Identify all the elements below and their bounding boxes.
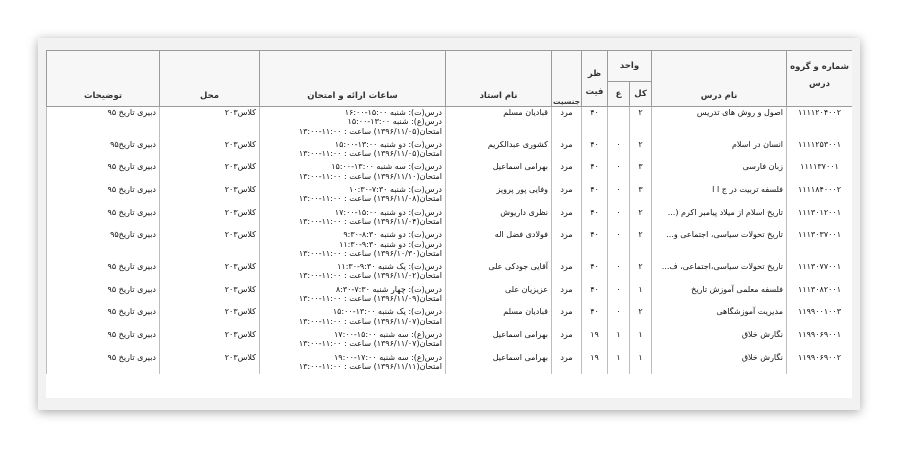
cell-practical-units: ۰ — [608, 139, 630, 162]
course-table-body — [47, 107, 853, 375]
cell-notes: دبیری تاریخ ۹۵ — [47, 161, 160, 184]
cell-course-name: فلسفه معلمی آموزش تاریخ — [652, 284, 787, 307]
cell-course-code: ۱۱۹۹۰۶۹۰۰۲ — [787, 352, 852, 375]
schedule-line: امتحان(۱۳۹۶/۱۱/۰۸) ساعت : ۱۱:۰۰-۱۳:۰۰ — [298, 194, 442, 204]
cell-schedule — [260, 284, 446, 307]
cell-practical-units: ۰ — [608, 207, 630, 230]
cell-schedule — [260, 261, 446, 284]
schedule-line: درس(ت): یک شنبه ۹:۳۰-۱۱:۳۰ — [337, 262, 442, 272]
cell-capacity: ۴۰ — [582, 207, 608, 230]
schedule-line: درس(ت): دو شنبه ۱۳:۰۰-۱۵:۰۰ — [334, 139, 442, 149]
cell-practical-units: ۰ — [608, 261, 630, 284]
cell-schedule — [260, 229, 446, 261]
cell-course-code: ۱۱۱۳۰۷۷۰۰۱ — [787, 261, 852, 284]
cell-notes: دبیری تاریخ ۹۵ — [47, 284, 160, 307]
cell-notes: دبیری تاریخ۹۵ — [47, 229, 160, 261]
table-row[interactable] — [47, 229, 853, 261]
col-code-header[interactable]: شماره و گروه درس — [787, 51, 852, 107]
schedule-line: درس(ت): یک شنبه ۱۳:۰۰-۱۵:۰۰ — [332, 307, 442, 317]
cell-schedule — [260, 329, 446, 352]
cell-total-units: ۱ — [630, 329, 652, 352]
cell-gender: مرد — [552, 207, 582, 230]
cell-total-units: ۲ — [630, 261, 652, 284]
cell-practical-units — [608, 107, 630, 139]
table-row[interactable] — [47, 161, 853, 184]
cell-practical-units: ۰ — [608, 184, 630, 207]
table-row[interactable] — [47, 306, 853, 329]
table-row[interactable] — [47, 207, 853, 230]
cell-schedule — [260, 306, 446, 329]
cell-capacity: ۱۹ — [582, 352, 608, 375]
cell-total-units: ۲ — [630, 107, 652, 139]
cell-place: کلاس۲۰۳ — [160, 306, 260, 329]
cell-place: کلاس۲۰۳ — [160, 184, 260, 207]
cell-total-units: ۱ — [630, 284, 652, 307]
cell-place: کلاس۲۰۳ — [160, 161, 260, 184]
header-row — [47, 51, 853, 82]
cell-place: کلاس۲۰۳ — [160, 107, 260, 139]
cell-notes: دبیری تاریخ ۹۵ — [47, 207, 160, 230]
schedule-line: امتحان(۱۳۹۶/۱۱/۰۷) ساعت : ۱۱:۰۰-۱۳:۰۰ — [298, 316, 442, 326]
cell-practical-units: ۱ — [608, 352, 630, 375]
schedule-line: درس(ع): سه شنبه ۱۵:۰۰-۱۷:۰۰ — [333, 329, 442, 339]
schedule-line: درس(ت): شنبه ۱۵:۰۰-۱۶:۰۰ — [344, 108, 442, 117]
col-schedule-header[interactable]: ساعات ارائه و امتحان — [260, 51, 446, 107]
cell-practical-units: ۰ — [608, 306, 630, 329]
col-teacher-header[interactable]: نام استاد — [446, 51, 552, 107]
cell-teacher-name: نظری داریوش — [446, 207, 552, 230]
cell-teacher-name: قبادیان مسلم — [446, 306, 552, 329]
cell-course-code: ۱۱۱۱۲۵۳۰۰۱ — [787, 139, 852, 162]
cell-capacity: ۴۰ — [582, 284, 608, 307]
cell-notes: دبیری تاریخ۹۵ — [47, 139, 160, 162]
schedule-line: درس(ت): دو شنبه ۸:۳۰-۹:۳۰ — [343, 230, 442, 240]
cell-course-code: ۱۱۹۹۰۶۹۰۰۱ — [787, 329, 852, 352]
cell-teacher-name: قبادیان مسلم — [446, 107, 552, 139]
cell-course-name: مدیریت آموزشگاهی — [652, 306, 787, 329]
cell-gender: مرد — [552, 229, 582, 261]
cell-place: کلاس۲۰۳ — [160, 207, 260, 230]
col-practical-units-header[interactable]: ع — [608, 81, 630, 106]
cell-place: کلاس۲۰۳ — [160, 229, 260, 261]
schedule-line: درس(ت): دو شنبه ۱۵:۰۰-۱۷:۰۰ — [334, 207, 442, 217]
schedule-line: درس(ت): چهار شنبه ۷:۳۰-۸:۳۰ — [335, 284, 442, 294]
cell-course-name: نگارش خلاق — [652, 352, 787, 375]
schedule-line: امتحان(۱۳۹۶/۱۱/۰۵) ساعت : ۱۱:۰۰-۱۳:۰۰ — [298, 149, 442, 159]
table-row[interactable] — [47, 352, 853, 375]
cell-teacher-name: آقایی جودکی علی — [446, 261, 552, 284]
cell-course-name: تاریخ اسلام از میلاد پیامبر اکرم (... — [652, 207, 787, 230]
col-units-header: واحد — [608, 51, 652, 82]
cell-capacity: ۱۹ — [582, 329, 608, 352]
cell-teacher-name: بهرامی اسماعیل — [446, 352, 552, 375]
cell-schedule — [260, 184, 446, 207]
schedule-line: امتحان(۱۳۹۶/۱۱/۰۲) ساعت : ۱۱:۰۰-۱۳:۰۰ — [298, 271, 442, 281]
cell-schedule — [260, 139, 446, 162]
col-total-units-header[interactable]: کل — [630, 81, 652, 106]
cell-course-code: ۱۱۱۱۲۰۴۰۰۲ — [787, 107, 852, 139]
cell-gender: مرد — [552, 306, 582, 329]
cell-total-units: ۳ — [630, 184, 652, 207]
col-notes-header[interactable]: توضیحات — [47, 51, 160, 107]
cell-capacity: ۴۰ — [582, 306, 608, 329]
cell-capacity: ۴۰ — [582, 107, 608, 139]
cell-gender: مرد — [552, 329, 582, 352]
schedule-line: امتحان(۱۳۹۶/۱۱/۰۹) ساعت : ۱۱:۰۰-۱۳:۰۰ — [298, 294, 442, 304]
table-row[interactable] — [47, 261, 853, 284]
cell-course-code: ۱۱۱۳۰۳۷۰۰۱ — [787, 229, 852, 261]
course-table — [46, 50, 852, 374]
col-gender-header[interactable]: جنسیت — [552, 51, 582, 107]
cell-gender: مرد — [552, 261, 582, 284]
cell-capacity: ۴۰ — [582, 261, 608, 284]
cell-place: کلاس۲۰۳ — [160, 139, 260, 162]
cell-gender: مرد — [552, 184, 582, 207]
schedule-line: درس(ع): سه شنبه ۱۷:۰۰-۱۹:۰۰ — [333, 352, 442, 362]
cell-practical-units: ۰ — [608, 161, 630, 184]
cell-place: کلاس۲۰۳ — [160, 261, 260, 284]
schedule-panel — [38, 38, 860, 410]
cell-practical-units: ۱ — [608, 329, 630, 352]
schedule-line: امتحان(۱۳۹۶/۱۱/۰۷) ساعت : ۱۱:۰۰-۱۳:۰۰ — [298, 339, 442, 349]
table-row[interactable] — [47, 284, 853, 307]
cell-schedule — [260, 161, 446, 184]
cell-gender: مرد — [552, 352, 582, 375]
cell-gender: مرد — [552, 284, 582, 307]
cell-course-name: انسان در اسلام — [652, 139, 787, 162]
cell-teacher-name: بهرامی اسماعیل — [446, 329, 552, 352]
cell-course-code: ۱۱۱۳۰۸۲۰۰۱ — [787, 284, 852, 307]
cell-capacity: ۴۰ — [582, 139, 608, 162]
cell-teacher-name: بهرامی اسماعیل — [446, 161, 552, 184]
course-table-container — [46, 50, 852, 398]
cell-gender: مرد — [552, 139, 582, 162]
cell-capacity: ۴۰ — [582, 229, 608, 261]
cell-course-name: تاریخ تحولات سیاسی، اجتماعی و... — [652, 229, 787, 261]
cell-gender: مرد — [552, 107, 582, 139]
cell-course-code: ۱۱۱۳۰۱۲۰۰۱ — [787, 207, 852, 230]
cell-course-name: نگارش خلاق — [652, 329, 787, 352]
schedule-line: امتحان(۱۳۹۶/۱۱/۱۱) ساعت : ۱۱:۰۰-۱۳:۰۰ — [298, 361, 442, 371]
cell-course-name: تاریخ تحولات سیاسی،اجتماعی، ف... — [652, 261, 787, 284]
cell-capacity: ۴۰ — [582, 184, 608, 207]
cell-notes: دبیری تاریخ ۹۵ — [47, 329, 160, 352]
table-row[interactable] — [47, 107, 853, 139]
cell-course-name: فلسفه تربیت در ج ا ا — [652, 184, 787, 207]
schedule-line: درس(ع): شنبه ۱۳:۰۰-۱۵:۰۰ — [347, 117, 442, 127]
cell-total-units: ۲ — [630, 306, 652, 329]
cell-notes: دبیری تاریخ ۹۵ — [47, 306, 160, 329]
cell-capacity: ۴۰ — [582, 161, 608, 184]
schedule-line: درس(ت): سه شنبه ۱۳:۰۰-۱۵:۰۰ — [331, 162, 442, 172]
table-row[interactable] — [47, 139, 853, 162]
cell-teacher-name: وفایی پور پرویز — [446, 184, 552, 207]
table-row[interactable] — [47, 329, 853, 352]
schedule-line: درس(ت): دو شنبه ۹:۳۰-۱۱:۳۰ — [339, 239, 442, 249]
cell-total-units: ۲ — [630, 229, 652, 261]
cell-schedule — [260, 107, 446, 139]
cell-place: کلاس۲۰۳ — [160, 284, 260, 307]
cell-course-name: اصول و روش های تدریس — [652, 107, 787, 139]
col-place-header[interactable]: محل — [160, 51, 260, 107]
cell-course-code: ۱۱۹۹۰۰۱۰۰۳ — [787, 306, 852, 329]
cell-notes: دبیری تاریخ ۹۵ — [47, 107, 160, 139]
cell-teacher-name: فولادی فضل اله — [446, 229, 552, 261]
cell-place: کلاس۲۰۳ — [160, 329, 260, 352]
schedule-line: امتحان(۱۳۹۶/۱۱/۰۵) ساعت : ۱۱:۰۰-۱۳:۰۰ — [298, 126, 442, 136]
col-name-header[interactable]: نام درس — [652, 51, 787, 107]
table-row[interactable] — [47, 184, 853, 207]
col-capacity-header[interactable]: ظر فیت — [582, 51, 608, 107]
cell-total-units: ۲ — [630, 207, 652, 230]
cell-total-units: ۲ — [630, 139, 652, 162]
schedule-line: امتحان(۱۳۹۶/۱۰/۳۰) ساعت : ۱۱:۰۰-۱۳:۰۰ — [298, 248, 442, 258]
cell-course-name: زبان فارسی — [652, 161, 787, 184]
cell-notes: دبیری تاریخ ۹۵ — [47, 352, 160, 375]
cell-course-code: ۱۱۱۱۸۴۰۰۰۲ — [787, 184, 852, 207]
cell-teacher-name: کشوری عبدالکریم — [446, 139, 552, 162]
cell-place: کلاس۲۰۳ — [160, 352, 260, 375]
cell-schedule — [260, 207, 446, 230]
cell-teacher-name: عزیزیان علی — [446, 284, 552, 307]
cell-notes: دبیری تاریخ ۹۵ — [47, 261, 160, 284]
cell-practical-units: ۰ — [608, 284, 630, 307]
schedule-line: درس(ت): شنبه ۷:۳۰-۱۰:۳۰ — [349, 185, 442, 195]
cell-total-units: ۳ — [630, 161, 652, 184]
cell-total-units: ۱ — [630, 352, 652, 375]
cell-schedule — [260, 352, 446, 375]
schedule-line: امتحان(۱۳۹۶/۱۱/۱۰) ساعت : ۱۱:۰۰-۱۳:۰۰ — [298, 171, 442, 181]
cell-practical-units: ۰ — [608, 229, 630, 261]
cell-notes: دبیری تاریخ ۹۵ — [47, 184, 160, 207]
cell-gender: مرد — [552, 161, 582, 184]
cell-course-code: ۱۱۱۱۳۷۰۰۱ — [787, 161, 852, 184]
schedule-line: امتحان(۱۳۹۶/۱۱/۰۴) ساعت : ۱۱:۰۰-۱۳:۰۰ — [298, 216, 442, 226]
